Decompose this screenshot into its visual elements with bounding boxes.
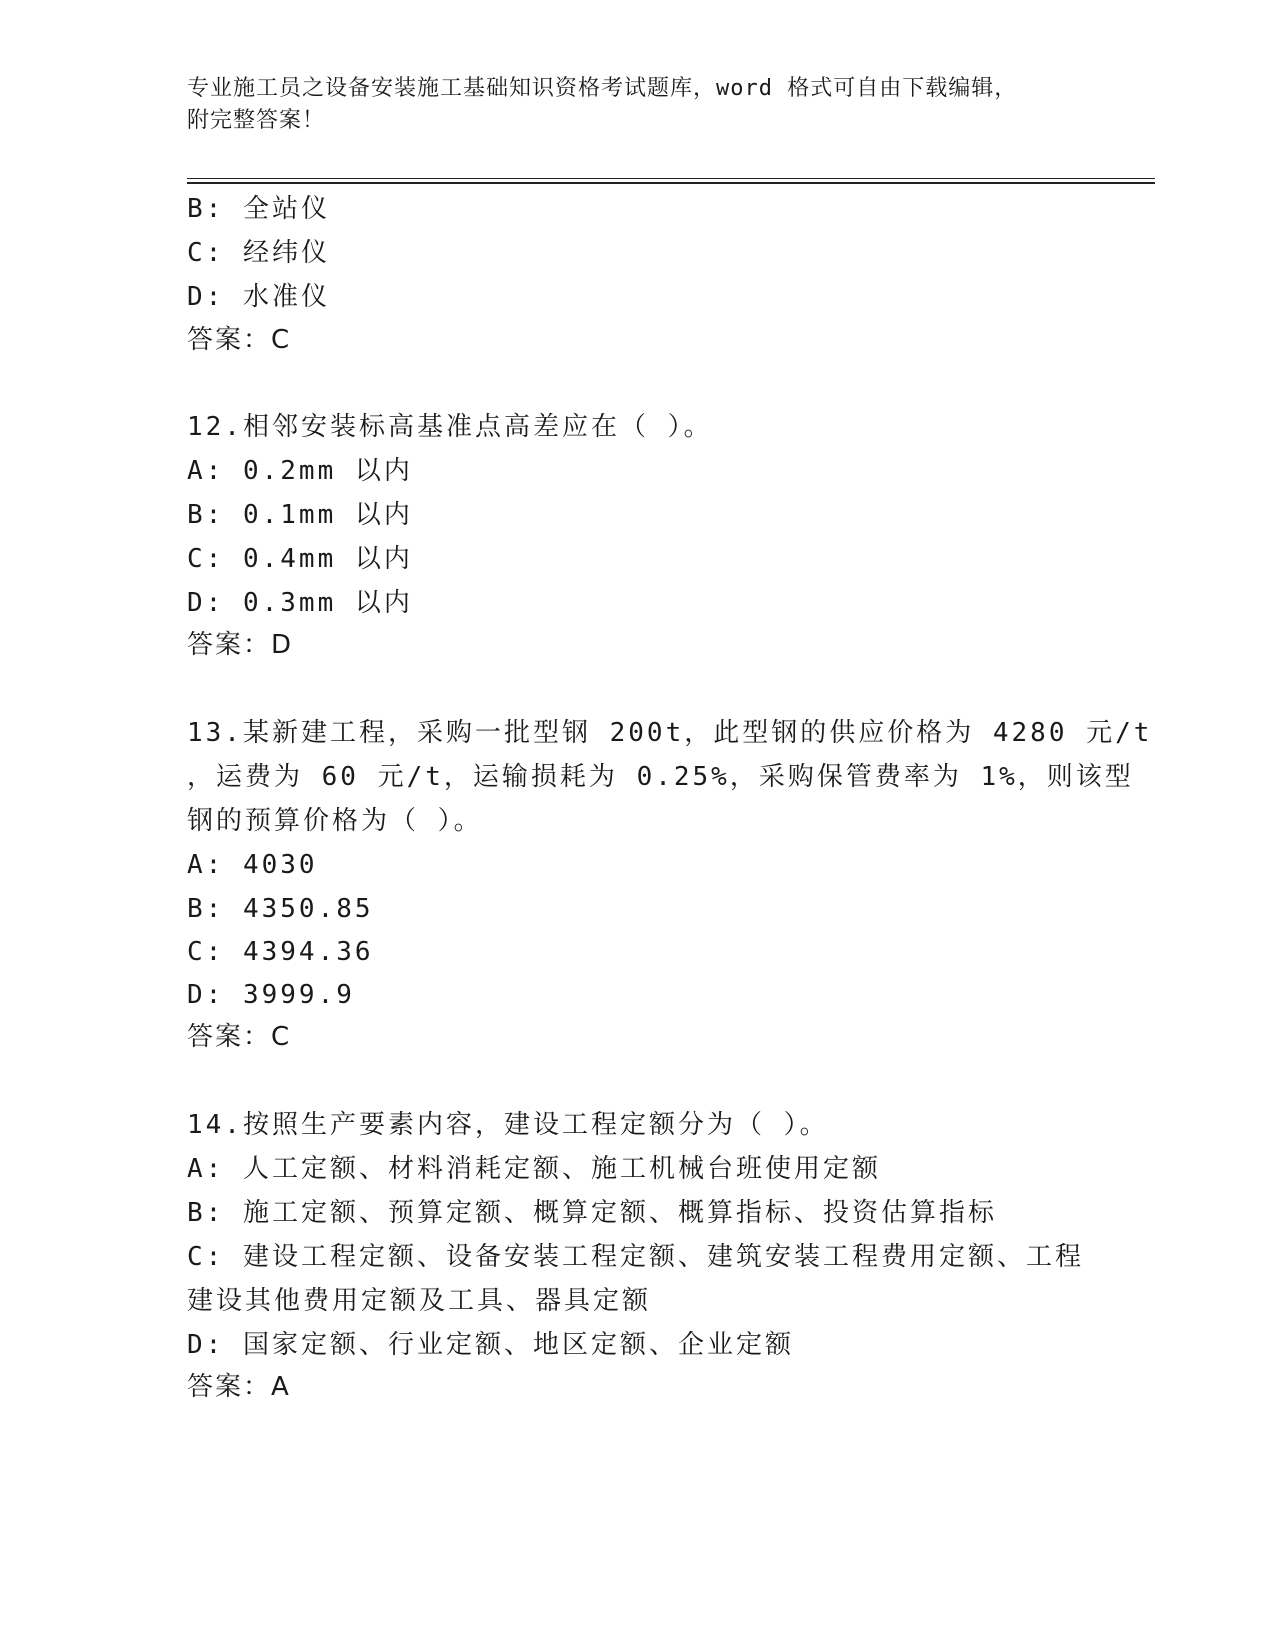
q13-option-d: D: 3999.9 bbox=[187, 980, 355, 1010]
q13-stem-line-2: ，运费为 60 元/t，运输损耗为 0.25%，采购保管费率为 1%，则该型 bbox=[187, 762, 1134, 792]
q13-answer: 答案：C bbox=[187, 1022, 292, 1052]
q11-option-d: D: 水准仪 bbox=[187, 282, 330, 312]
q13-option-b: B: 4350.85 bbox=[187, 894, 374, 924]
q12-option-d: D: 0.3mm 以内 bbox=[187, 588, 413, 618]
q11-option-c: C: 经纬仪 bbox=[187, 238, 330, 268]
q12-option-a: A: 0.2mm 以内 bbox=[187, 456, 413, 486]
q11-answer: 答案：C bbox=[187, 325, 292, 355]
q13-stem-line-3: 钢的预算价格为（ ）。 bbox=[187, 806, 483, 836]
q14-answer: 答案：A bbox=[187, 1372, 291, 1402]
header-divider-thin bbox=[187, 178, 1155, 179]
q12-option-b: B: 0.1mm 以内 bbox=[187, 500, 413, 530]
q11-option-b: B: 全站仪 bbox=[187, 194, 330, 224]
document-header bbox=[187, 73, 1087, 137]
q13-stem-line-1: 13.某新建工程，采购一批型钢 200t，此型钢的供应价格为 4280 元/t bbox=[187, 718, 1153, 748]
q14-option-d: D: 国家定额、行业定额、地区定额、企业定额 bbox=[187, 1330, 794, 1360]
q14-option-c-line-2: 建设其他费用定额及工具、器具定额 bbox=[187, 1286, 652, 1316]
q13-option-a: A: 4030 bbox=[187, 850, 318, 880]
q14-option-c-line-1: C: 建设工程定额、设备安装工程定额、建筑安装工程费用定额、工程 bbox=[187, 1242, 1084, 1272]
q13-option-c: C: 4394.36 bbox=[187, 937, 374, 967]
header-line-1: 专业施工员之设备安装施工基础知识资格考试题库，word 格式可自由下载编辑， bbox=[187, 76, 1018, 101]
header-divider-thick bbox=[187, 182, 1155, 184]
q12-answer: 答案：D bbox=[187, 630, 294, 660]
header-line-2: 附完整答案！ bbox=[187, 108, 326, 133]
q14-option-b: B: 施工定额、预算定额、概算定额、概算指标、投资估算指标 bbox=[187, 1198, 997, 1228]
q14-stem: 14.按照生产要素内容，建设工程定额分为（ ）。 bbox=[187, 1110, 829, 1140]
q12-stem: 12.相邻安装标高基准点高差应在（ ）。 bbox=[187, 412, 713, 442]
q14-option-a: A: 人工定额、材料消耗定额、施工机械台班使用定额 bbox=[187, 1154, 881, 1184]
q12-option-c: C: 0.4mm 以内 bbox=[187, 544, 413, 574]
